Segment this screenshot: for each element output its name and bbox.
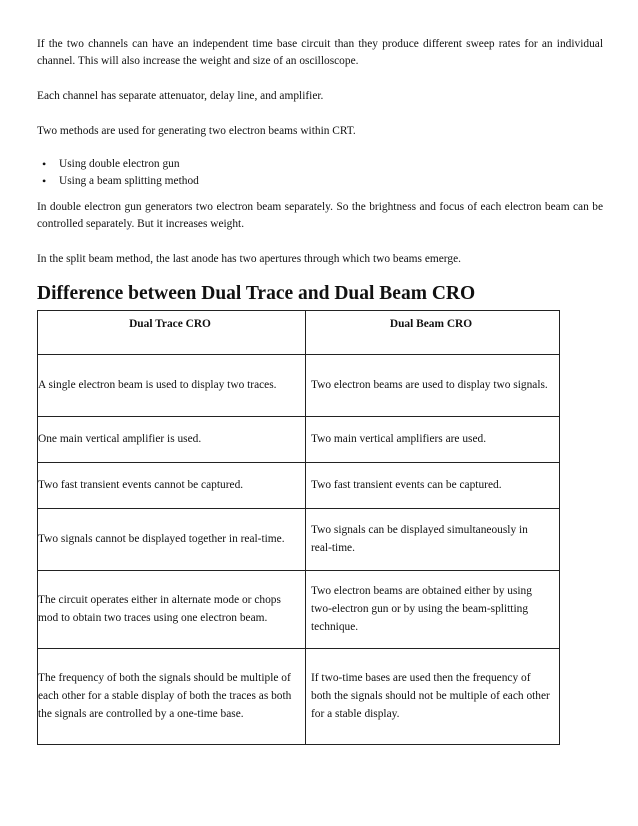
table-cell: The frequency of both the signals should be multiple of each other for a stable display of both the traces as both the signals are controlled by a one-time base. bbox=[38, 649, 306, 745]
table-row bbox=[38, 649, 560, 745]
table-cell: The circuit operates either in alternate mode or chops mod to obtain two traces using one electron beam. bbox=[38, 571, 306, 649]
list-item: • Using double electron gun bbox=[59, 156, 603, 173]
column-header-dual-trace: Dual Trace CRO bbox=[38, 311, 306, 355]
table-cell: If two-time bases are used then the frequency of both the signals should not be multiple of each other for a stable display. bbox=[306, 649, 560, 745]
table-row bbox=[38, 463, 560, 509]
table-cell: One main vertical amplifier is used. bbox=[38, 417, 306, 463]
methods-list bbox=[37, 156, 603, 189]
paragraph-time-base: If the two channels can have an independent time base circuit than they produce different sweep rates for an individual channel. This will also increase the weight and size of an oscilloscope. bbox=[37, 38, 603, 68]
paragraph-split-beam: In the split beam method, the last anode has two apertures through which two beams emerge. bbox=[37, 252, 461, 265]
table-cell: A single electron beam is used to display two traces. bbox=[38, 355, 306, 417]
paragraph-channel-components: Each channel has separate attenuator, delay line, and amplifier. bbox=[37, 90, 324, 103]
table-cell: Two signals can be displayed simultaneously in real-time. bbox=[306, 509, 560, 571]
table-cell: Two electron beams are obtained either by using two-electron gun or by using the beam-splitting technique. bbox=[306, 571, 560, 649]
comparison-table bbox=[37, 310, 560, 745]
table-header-row bbox=[38, 311, 560, 355]
table-cell: Two main vertical amplifiers are used. bbox=[306, 417, 560, 463]
table-row bbox=[38, 571, 560, 649]
paragraph-double-gun: In double electron gun generators two electron beam separately. So the brightness and focus of each electron beam can be controlled separately. But it increases weight. bbox=[37, 200, 603, 230]
table-cell: Two fast transient events can be captured. bbox=[306, 463, 560, 509]
table-cell: Two electron beams are used to display two signals. bbox=[306, 355, 560, 417]
paragraph-methods-intro: Two methods are used for generating two electron beams within CRT. bbox=[37, 125, 356, 138]
table-row bbox=[38, 417, 560, 463]
section-title: Difference between Dual Trace and Dual Beam CRO bbox=[37, 282, 476, 304]
table-row bbox=[38, 355, 560, 417]
list-item: • Using a beam splitting method bbox=[59, 173, 603, 190]
table-row bbox=[38, 509, 560, 571]
table-cell: Two fast transient events cannot be captured. bbox=[38, 463, 306, 509]
table-cell: Two signals cannot be displayed together in real-time. bbox=[38, 509, 306, 571]
column-header-dual-beam: Dual Beam CRO bbox=[306, 311, 560, 355]
document-page bbox=[37, 36, 603, 745]
